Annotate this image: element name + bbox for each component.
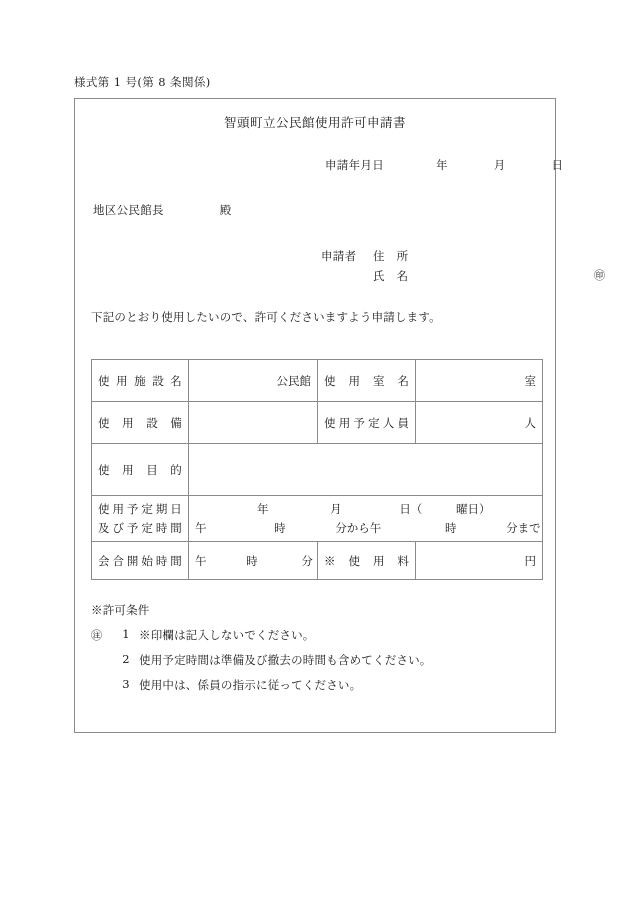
request-sentence: 下記のとおり使用したいので、許可くださいますよう申請します。 xyxy=(91,310,441,324)
schedule-start-ampm: 午 xyxy=(195,520,207,535)
condition-text: ※印欄は記入しないでください。 xyxy=(139,628,315,642)
schedule-start-hour: 時 xyxy=(274,520,286,535)
equipment-label: 使用設備 xyxy=(92,402,189,444)
applicant-block xyxy=(321,246,606,286)
meeting-hour: 時 xyxy=(246,553,258,568)
applicant-label: 申請者 xyxy=(321,249,357,263)
application-date-month: 月 xyxy=(493,158,506,172)
condition-item-2 xyxy=(91,652,542,668)
applicant-address-label: 住 所 xyxy=(372,249,409,263)
application-date-row xyxy=(75,157,564,173)
schedule-year: 年 xyxy=(257,501,269,516)
usage-fee-value[interactable]: 円 xyxy=(416,542,543,580)
condition-item-3 xyxy=(91,677,542,693)
application-table xyxy=(91,359,543,580)
room-name-label: 使用室名 xyxy=(318,360,416,402)
attendance-value[interactable]: 人 xyxy=(416,402,543,444)
schedule-end-hour: 時 xyxy=(444,520,457,535)
condition-item-1 xyxy=(91,627,542,643)
schedule-weekday: 曜日） xyxy=(455,501,491,516)
applicant-name-line xyxy=(321,266,606,286)
table-row-meeting-fee xyxy=(92,542,543,580)
table-row-equipment xyxy=(92,402,543,444)
application-date-label: 申請年月日 xyxy=(325,158,384,172)
condition-number: 1 xyxy=(122,627,130,641)
facility-name-label: 使用施設名 xyxy=(92,360,189,402)
usage-fee-label: ※ 使 用 料 xyxy=(318,542,416,580)
meeting-start-label: 会合開始時間 xyxy=(92,542,189,580)
schedule-label xyxy=(92,496,189,542)
condition-text: 使用中は、係員の指示に従ってください。 xyxy=(139,678,362,692)
room-name-value[interactable]: 室 xyxy=(416,360,543,402)
schedule-time-line xyxy=(195,519,541,538)
table-row-facility xyxy=(92,360,543,402)
conditions-section xyxy=(91,602,542,702)
meeting-ampm: 午 xyxy=(195,553,207,568)
purpose-value[interactable] xyxy=(189,444,543,496)
schedule-date-line xyxy=(195,500,536,519)
addressee-honorific: 殿 xyxy=(219,203,232,217)
equipment-value[interactable] xyxy=(189,402,318,444)
table-row-purpose xyxy=(92,444,543,496)
condition-number: 2 xyxy=(122,652,130,666)
applicant-address-line xyxy=(321,246,408,266)
schedule-value[interactable] xyxy=(189,496,543,542)
seal-icon: ㊞ xyxy=(594,269,606,282)
form-number: 様式第 1 号(第 8 条関係) xyxy=(74,75,211,89)
application-date-year: 年 xyxy=(435,158,448,172)
applicant-name-label: 氏 名 xyxy=(372,269,409,283)
table-row-schedule xyxy=(92,496,543,542)
purpose-label: 使用目的 xyxy=(92,444,189,496)
schedule-end-minute: 分まで xyxy=(506,520,541,535)
schedule-month: 月 xyxy=(330,501,342,516)
addressee-line xyxy=(93,202,232,218)
meeting-minute: 分 xyxy=(301,553,313,568)
addressee-title: 地区公民館長 xyxy=(93,203,164,217)
attendance-label: 使用予定人員 xyxy=(318,402,416,444)
schedule-label-line2: 及び予定時間 xyxy=(98,520,182,535)
schedule-start-minute: 分から午 xyxy=(335,520,382,535)
meeting-start-value[interactable] xyxy=(189,542,318,580)
application-date-day: 日 xyxy=(551,158,564,172)
schedule-label-line1: 使用予定期日 xyxy=(98,501,182,516)
condition-number: 3 xyxy=(122,677,130,691)
facility-name-value[interactable]: 公民館 xyxy=(189,360,318,402)
document-title: 智頭町立公民館使用許可申請書 xyxy=(223,115,406,130)
note-circle-icon: ㊟ xyxy=(91,629,103,642)
condition-text: 使用予定時間は準備及び撤去の時間も含めてください。 xyxy=(139,653,432,667)
form-frame xyxy=(74,98,606,733)
conditions-title: ※許可条件 xyxy=(91,603,150,617)
schedule-day: 日（ xyxy=(399,501,423,516)
